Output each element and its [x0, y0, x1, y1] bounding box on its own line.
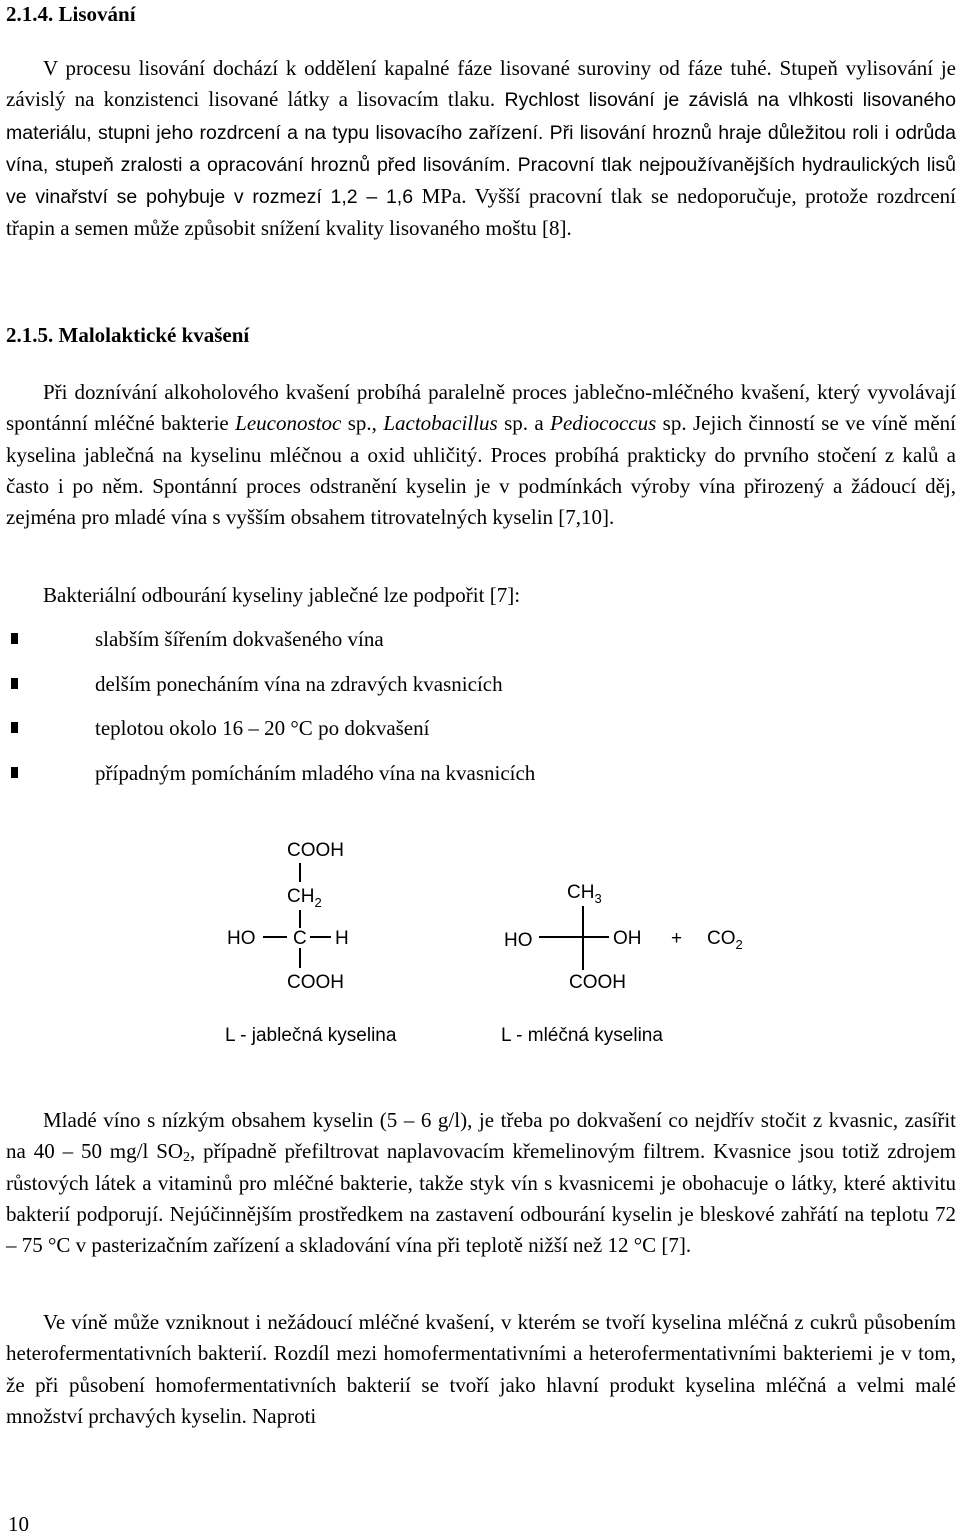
paragraph-lisovani-part-2: Rychlost lisování je závislá na vlhkosti lisovaného materiálu, stupni jeho rozdrcení a na typu lisovacího zařízení. Při lisování hroznů hraje důležitou roli i odrůda vína, stupeň zralosti a opracování hroznů před lisováním. Pracovní tlak nejpoužívanějších hydraulických lisů ve vinařství se pohybuje v rozmezí 1,2 – 1,6 [6, 89, 956, 209]
list-item-text: teplotou okolo 16 – 20 °C po dokvašení [95, 716, 430, 740]
list-item [6, 758, 535, 803]
malic-acid-label: L - jablečná kyselina [225, 1025, 397, 1046]
malic-ho: HO [227, 928, 256, 949]
malic-ch2 [287, 886, 322, 910]
bullet-list [6, 624, 535, 802]
paragraph-podporit: Bakteriální odbourání kyseliny jablečné lze podpořit [7]: [43, 583, 521, 607]
text-run: sp. a [497, 411, 551, 436]
genus-leuconostoc: Leuconostoc [235, 411, 342, 436]
lactic-acid-structure [501, 882, 663, 1046]
text-run: Mladé víno s nízkým obsahem kyselin (5 – 6 g/l), je třeba po dokvašení co nejdřív stočit z kvasnic, zasířit na 40 – 50 mg/l SO [6, 1108, 956, 1164]
malic-c: C [293, 928, 307, 949]
text-run: Při doznívání alkoholového kvašení probíhá paralelně proces jablečno-mléčného kvašení, který vyvolávají spontánní mléčné bakterie [6, 380, 956, 436]
reaction-scheme [211, 830, 771, 1050]
list-item [6, 713, 535, 758]
section-title: Malolaktické kvašení [58, 323, 250, 347]
lactic-ho: HO [504, 930, 533, 951]
text-run: sp., [341, 411, 384, 436]
plus-sign: + [671, 928, 683, 949]
section-heading-malolakticke [6, 323, 249, 348]
page-number: 10 [8, 1512, 29, 1536]
list-item-text: delším ponecháním vína na zdravých kvasnicích [95, 671, 503, 696]
paragraph-nezadouci-kvaseni: Ve víně může vzniknout i nežádoucí mléčné kvašení, v kterém se tvoří kyselina mléčná z cukrů působením heterofermentativních bakterií. Rozdíl mezi homofermentativními a heterofermentativními bakteriemi je v tom, že při působení homofermentativních bakterií se tvoří jako hlavní produkt kyselina mléčná a velmi malé množství prchavých kyselin. Naproti [6, 1310, 956, 1428]
square-bullet-icon [11, 767, 18, 778]
malic-top-cooh: COOH [287, 840, 344, 861]
square-bullet-icon [11, 633, 18, 644]
malic-bottom-cooh: COOH [287, 972, 344, 993]
list-item-text: slabším šířením dokvašeného vína [95, 627, 384, 651]
paragraph-mlade-vino [6, 1105, 956, 1261]
paragraph-lisovani-part-3: MPa. Vyšší pracovní tlak se nedoporučuje, protože rozdrcení třapin a semen může způsobit snížení kvality lisovaného moštu [8]. [6, 184, 956, 241]
malic-acid-structure [225, 840, 397, 1046]
co2-text: CO [707, 928, 736, 949]
co2 [707, 928, 743, 952]
list-item [6, 669, 535, 714]
section-number: 2.1.5. [6, 323, 54, 347]
lactic-ch3 [567, 882, 602, 906]
paragraph-lisovani-part-1: V procesu lisování dochází k oddělení kapalné fáze lisované suroviny od fáze tuhé. Stupeň vylisování je závislý na konzistenci lisované látky a lisovacím tlaku. [6, 56, 956, 112]
list-item-text: případným pomícháním mladého vína na kvasnicích [95, 760, 536, 785]
so2-subscript: 2 [183, 1150, 191, 1166]
text-run: sp. Jejich činností se ve víně mění kyselina jablečná na kyselinu mléčnou a oxid uhličitý. Proces probíhá prakticky do prvního stočení z kalů a často i po něm. Spontánní proces odstranění kyselin je v podmínkách výroby vína přirozený a žádoucí děj, zejména pro mladé vína s vyšším obsahem titrovatelných kyselin [7,10]. [6, 411, 956, 530]
malic-h: H [335, 928, 349, 949]
malic-ch2-text: CH [287, 886, 315, 907]
lactic-bottom-cooh: COOH [569, 972, 626, 993]
text-run: , případně přefiltrovat naplavovacím křemelinovým filtrem. Kvasnice jsou totiž zdrojem růstových látek a vitaminů pro mléčné bakterie, takže styk vín s kvasnicemi je obohacuje o látky, které aktivitu bakterií podporují. Nejúčinnějším prostředkem na zastavení odbourání kyselin je bleskové zahřátí na teplotu 72 – 75 °C v pasterizačním zařízení a skladování vína při teplotě nižší než 12 °C [7]. [6, 1139, 957, 1258]
square-bullet-icon [11, 678, 18, 689]
list-item [6, 624, 535, 669]
lactic-oh: OH [613, 928, 642, 949]
paragraph-malolakticke [6, 377, 956, 533]
genus-pediococcus: Pediococcus [550, 411, 657, 436]
section-heading-lisovani [6, 2, 136, 27]
paragraph-lisovani [6, 53, 956, 245]
lactic-acid-label: L - mléčná kyselina [501, 1025, 663, 1046]
genus-lactobacillus: Lactobacillus [383, 411, 498, 436]
square-bullet-icon [11, 722, 18, 733]
co2-subscript: 2 [735, 937, 743, 952]
lactic-ch3-subscript: 3 [594, 891, 602, 906]
malic-ch2-subscript: 2 [314, 895, 322, 910]
section-number: 2.1.4. [6, 2, 54, 26]
lactic-ch3-text: CH [567, 882, 595, 903]
section-title: Lisování [58, 2, 136, 26]
